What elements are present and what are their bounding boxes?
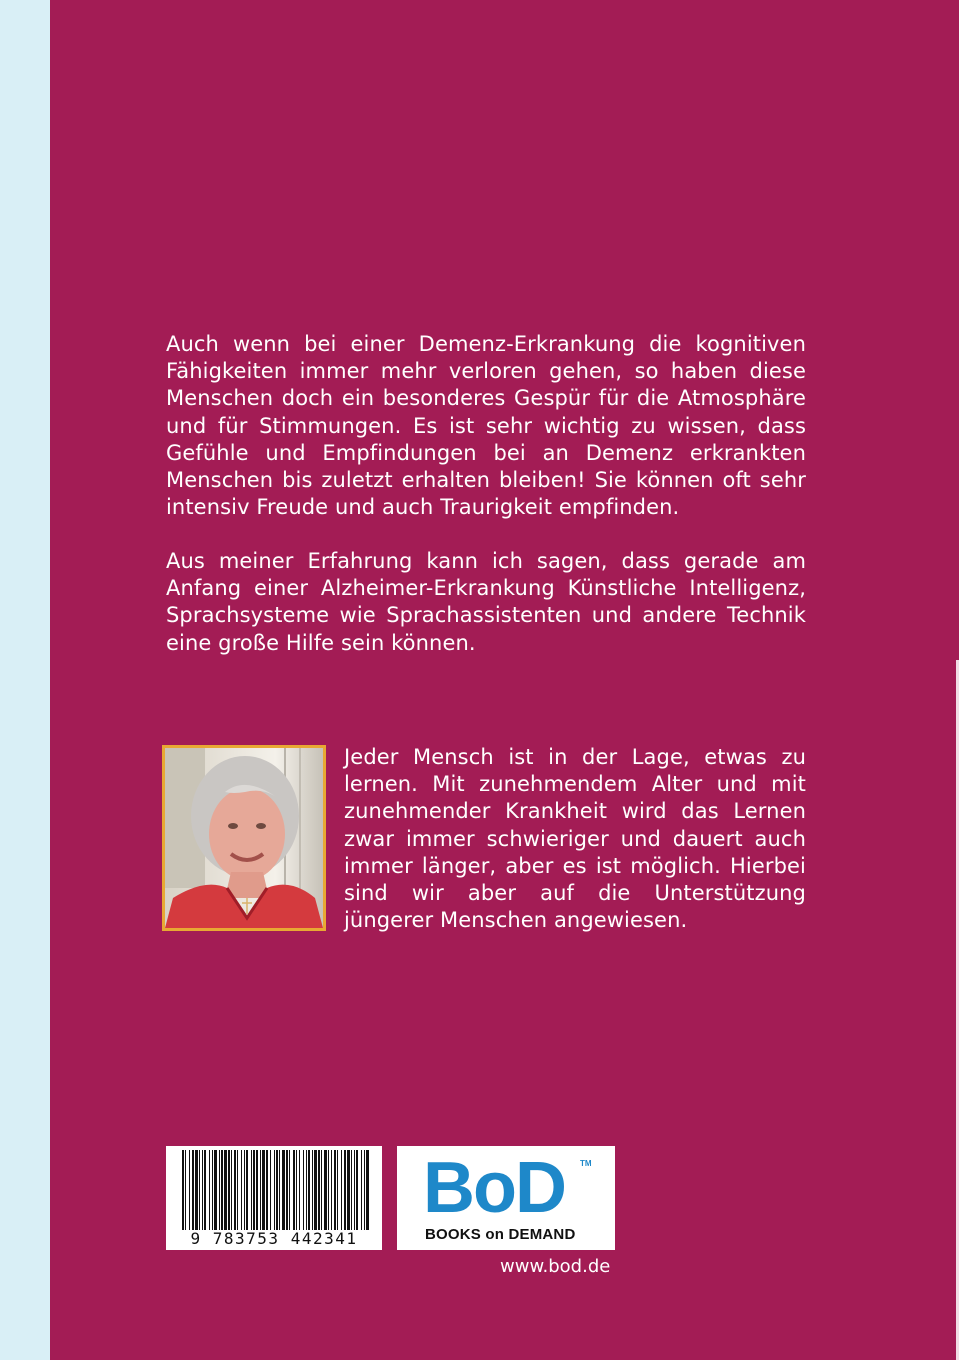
barcode-bar bbox=[351, 1150, 352, 1230]
barcode-bar bbox=[231, 1150, 232, 1230]
barcode-bar bbox=[224, 1150, 227, 1230]
author-text: Jeder Mensch ist in der Lage, etwas zu lernen. Mit zunehmendem Alter und mit zunehmender Krankheit wird das Lernen zwar immer schwieriger und dauert auch immer länger, aber es ist möglich. Hierbei sind wir aber auf die Unterstützung jüngerer Menschen angewiesen. bbox=[344, 745, 806, 933]
barcode-bar bbox=[341, 1150, 342, 1230]
blurb-paragraph-2: Aus meiner Erfahrung kann ich sagen, dass gerade am Anfang einer Alzheimer-Erkrankung Künstliche Intelligenz, Sprachsysteme wie Sprachassistenten und andere Technik eine große Hilfe sein können. bbox=[166, 549, 806, 655]
author-portrait-image bbox=[165, 748, 323, 928]
barcode-bar bbox=[354, 1150, 355, 1230]
barcode-bar bbox=[276, 1150, 278, 1230]
publisher-logo-box bbox=[397, 1146, 615, 1250]
barcode-bar bbox=[361, 1150, 362, 1230]
barcode-bars bbox=[166, 1150, 382, 1234]
barcode-bar bbox=[279, 1150, 280, 1230]
barcode-bar bbox=[331, 1150, 332, 1230]
barcode-bar bbox=[244, 1150, 245, 1230]
barcode-bar bbox=[209, 1150, 210, 1230]
barcode-bar bbox=[321, 1150, 322, 1230]
barcode-bar bbox=[260, 1150, 261, 1230]
barcode-bar bbox=[299, 1150, 300, 1230]
barcode-bar bbox=[204, 1150, 206, 1230]
bod-logo: BoD bbox=[423, 1148, 565, 1228]
publisher-tagline: BOOKS on DEMAND bbox=[425, 1226, 576, 1243]
barcode-bar bbox=[246, 1150, 248, 1230]
author-photo bbox=[162, 745, 326, 931]
barcode-bar bbox=[270, 1150, 271, 1230]
barcode-bar bbox=[314, 1150, 317, 1230]
trademark-mark: TM bbox=[580, 1159, 592, 1168]
barcode-bar bbox=[228, 1150, 230, 1230]
barcode-bar bbox=[296, 1150, 297, 1230]
barcode-bar bbox=[266, 1150, 268, 1230]
barcode-bar bbox=[241, 1150, 242, 1230]
barcode-bar bbox=[286, 1150, 288, 1230]
barcode-bar bbox=[303, 1150, 304, 1230]
barcode-bar bbox=[347, 1150, 350, 1230]
publisher-url[interactable]: www.bod.de bbox=[500, 1256, 611, 1277]
barcode-bar bbox=[337, 1150, 338, 1230]
barcode-bar bbox=[364, 1150, 365, 1230]
barcode-bar bbox=[214, 1150, 217, 1230]
barcode-bar bbox=[289, 1150, 290, 1230]
barcode-bar bbox=[318, 1150, 320, 1230]
barcode-bar bbox=[274, 1150, 275, 1230]
barcode-bar bbox=[199, 1150, 200, 1230]
barcode-bar bbox=[293, 1150, 295, 1230]
barcode-bar bbox=[328, 1150, 329, 1230]
barcode-bar bbox=[282, 1150, 285, 1230]
barcode-bar bbox=[344, 1150, 346, 1230]
barcode-bar bbox=[356, 1150, 358, 1230]
barcode-bar bbox=[212, 1150, 213, 1230]
barcode-bar bbox=[312, 1150, 313, 1230]
barcode-bar bbox=[237, 1150, 238, 1230]
isbn-digits: 9 783753 442341 bbox=[190, 1229, 358, 1248]
barcode-bar bbox=[182, 1150, 184, 1230]
isbn-barcode bbox=[166, 1146, 382, 1250]
barcode-bar bbox=[202, 1150, 203, 1230]
barcode-bar bbox=[192, 1150, 194, 1230]
barcode-bar bbox=[219, 1150, 220, 1230]
barcode-bar bbox=[251, 1150, 252, 1230]
barcode-bar bbox=[262, 1150, 265, 1230]
barcode-bar bbox=[234, 1150, 236, 1230]
barcode-bar bbox=[366, 1150, 369, 1230]
barcode-bar bbox=[306, 1150, 307, 1230]
barcode-bar bbox=[324, 1150, 327, 1230]
barcode-bar bbox=[334, 1150, 336, 1230]
barcode-bar bbox=[221, 1150, 223, 1230]
blurb-paragraph-1: Auch wenn bei einer Demenz-Erkrankung die kognitiven Fähigkeiten immer mehr verloren gehen, so haben diese Menschen doch ein besonderes Gespür für die Atmosphäre und für Stimmungen. Es ist sehr wichtig zu wissen, dass Gefühle und Empfindungen bei an Demenz erkrankten Menschen bis zuletzt erhalten bleiben! Sie können oft sehr intensiv Freude und auch Traurigkeit empfinden. bbox=[166, 332, 806, 520]
barcode-bar bbox=[195, 1150, 198, 1230]
barcode-bar bbox=[253, 1150, 255, 1230]
barcode-bar bbox=[256, 1150, 258, 1230]
barcode-bar bbox=[308, 1150, 310, 1230]
spine-strip bbox=[0, 0, 50, 1360]
barcode-bar bbox=[185, 1150, 186, 1230]
barcode-bar bbox=[189, 1150, 190, 1230]
